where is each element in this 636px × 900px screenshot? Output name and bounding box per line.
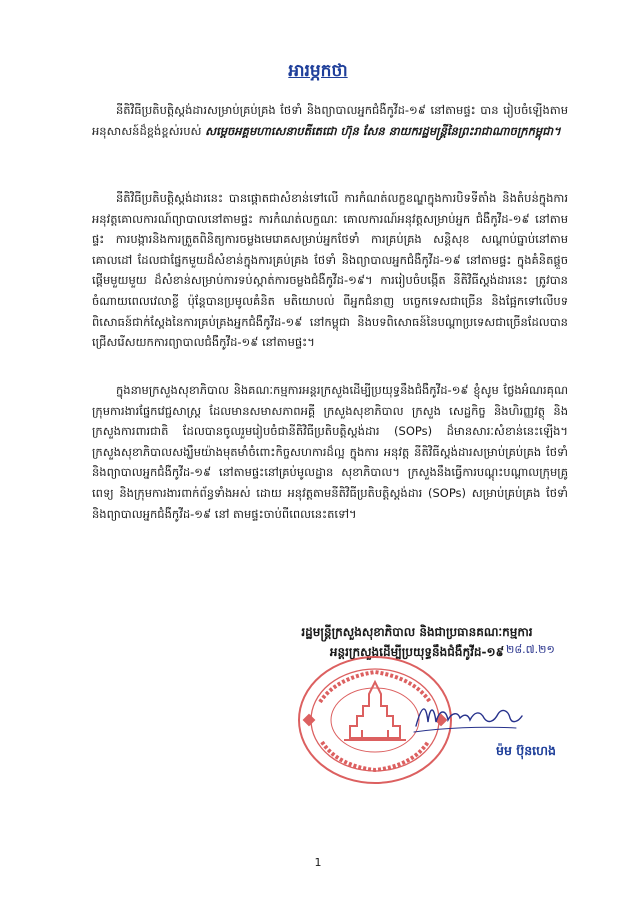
paragraph-intro-bold: សម្តេចអគ្គមហាសេនាបតីតេជោ ហ៊ុន សែន នាយករដ្ឋមន្ត្រីនៃព្រះរាជាណាចក្រកម្ពុជា។: [205, 123, 561, 138]
paragraph-acknowledgement-text: ក្នុងនាមក្រសួងសុខាភិបាល និងគណៈកម្មការអន្តរក្រសួងដើម្បីប្រយុទ្ធនឹងជំងឺកូវីដ-១៩ ខ្ញុំសូម ថ្លែងអំណរគុណក្រុមការងារផ្នែកវេជ្ជសាស្ត្រ ដែលមានសមាសភាពអគ្គី ក្រសួងសុខាភិបាល ក្រសួង សេដ្ឋកិច្ច និងហិរញ្ញវត្ថុ និងក្រសួងការពារជាតិ ដែលបានចូលរួមរៀបចំជានីតិវិធីប្រតិបត្តិស្តង់ដារ (SOPs) ដ៏មានសារៈសំខាន់នេះឡើង។ ក្រសួងសុខាភិបាលសង្ឃឹមយ៉ាងមុតមាំចំពោះកិច្ចសហការដ៏ល្អ ក្នុងការ អនុវត្ត នីតិវិធីស្តង់ដារសម្រាប់គ្រប់គ្រង ថែទាំ និងព្យាបាលអ្នកជំងឺកូវីដ-១៩ នៅតាមផ្ទះនៅគ្រប់មូលដ្ឋាន សុខាភិបាល។ ក្រសួងនឹងធ្វើការបណ្តុះបណ្តាលក្រុមគ្រូពេទ្យ និងក្រុមការងារពាក់ព័ន្ធទាំងអស់ ដោយ អនុវត្តតាមនីតិវិធីប្រតិបត្តិស្តង់ដារ (SOPs) សម្រាប់គ្រប់គ្រង ថែទាំ និងព្យាបាលអ្នកជំងឺកូវីដ-១៩ នៅ តាមផ្ទះចាប់ពីពេលនេះតទៅ។: [92, 383, 568, 521]
paragraph-acknowledgement: [92, 380, 568, 524]
paragraph-intro: [92, 100, 568, 141]
paragraph-intro-text: នីតិវិធីប្រតិបត្តិស្តង់ដារសម្រាប់គ្រប់គ្រង ថែទាំ និងព្យាបាលអ្នកជំងឺកូវីដ-១៩ នៅតាមផ្ទះ បាន រៀបចំឡើងតាមអនុសាសន៍ដ៏ខ្ពង់ខ្ពស់របស់: [92, 103, 568, 138]
signature-date: ២៨.៧.២១: [506, 643, 555, 656]
paragraph-body: [92, 188, 568, 353]
page-number: 1: [314, 856, 322, 869]
signer-name: ម៉ម ប៊ុនហេង: [496, 743, 556, 758]
signatory-title-line1: រដ្ឋមន្ត្រីក្រសួងសុខាភិបាល និងជាប្រធានគណៈកម្មការ: [301, 625, 533, 639]
signatory-title-line2: អន្តរក្រសួងដើម្បីប្រយុទ្ធនឹងជំងឺកូវីដ-១៩: [329, 645, 505, 659]
paragraph-body-text: នីតិវិធីប្រតិបត្តិស្តង់ដារនេះ បានផ្តោតជាសំខាន់ទៅលើ ការកំណត់លក្ខខណ្ឌក្នុងការបិទទីតាំង និងតំបន់ក្នុងការអនុវត្តគោលការណ៍ព្យាបាលនៅតាមផ្ទះ ការកំណត់លក្ខណៈ គោលការណ៍អនុវត្តសម្រាប់អ្នក ជំងឺកូវីដ-១៩ នៅតាមផ្ទះ ការបង្ការនិងការត្រួតពិនិត្យការចម្លងមេរោគសម្រាប់អ្នកថែទាំ ការគ្រប់គ្រង សន្តិសុខ សណ្តាប់ធ្នាប់នៅតាមគោលដៅ ដែលជាផ្នែកមួយដ៏សំខាន់ក្នុងការគ្រប់គ្រង ថែទាំ និងព្យាបាលអ្នកជំងឺកូវីដ-១៩ នៅតាមផ្ទះ ក្នុងគំនិតផ្តួចផ្តើមមួយមួយ ដ៏សំខាន់សម្រាប់ការទប់ស្កាត់ការចម្លងជំងឺកូវីដ-១៩។ ការរៀបចំបង្កើត នីតិវិធីស្តង់ដារនេះ ត្រូវបានចំណាយពេលវេលាខ្លី ប៉ុន្តែបានប្រមូលគំនិត មតិយោបល់ ពីអ្នកជំនាញ បច្ចេកទេសជាច្រើន និងផ្អែកទៅលើបទពិសោធន៍ជាក់ស្តែងនៃការគ្រប់គ្រងអ្នកជំងឺកូវីដ-១៩ នៅកម្ពុជា និងបទពិសោធន៍នៃបណ្តាប្រទេសជាច្រើនដែលបានជ្រើសរើសយកការព្យាបាលជំងឺកូវីដ-១៩ នៅតាមផ្ទះ។: [92, 191, 568, 350]
signature-icon: [412, 696, 524, 736]
document-title: អារម្ភកថា: [288, 61, 348, 81]
